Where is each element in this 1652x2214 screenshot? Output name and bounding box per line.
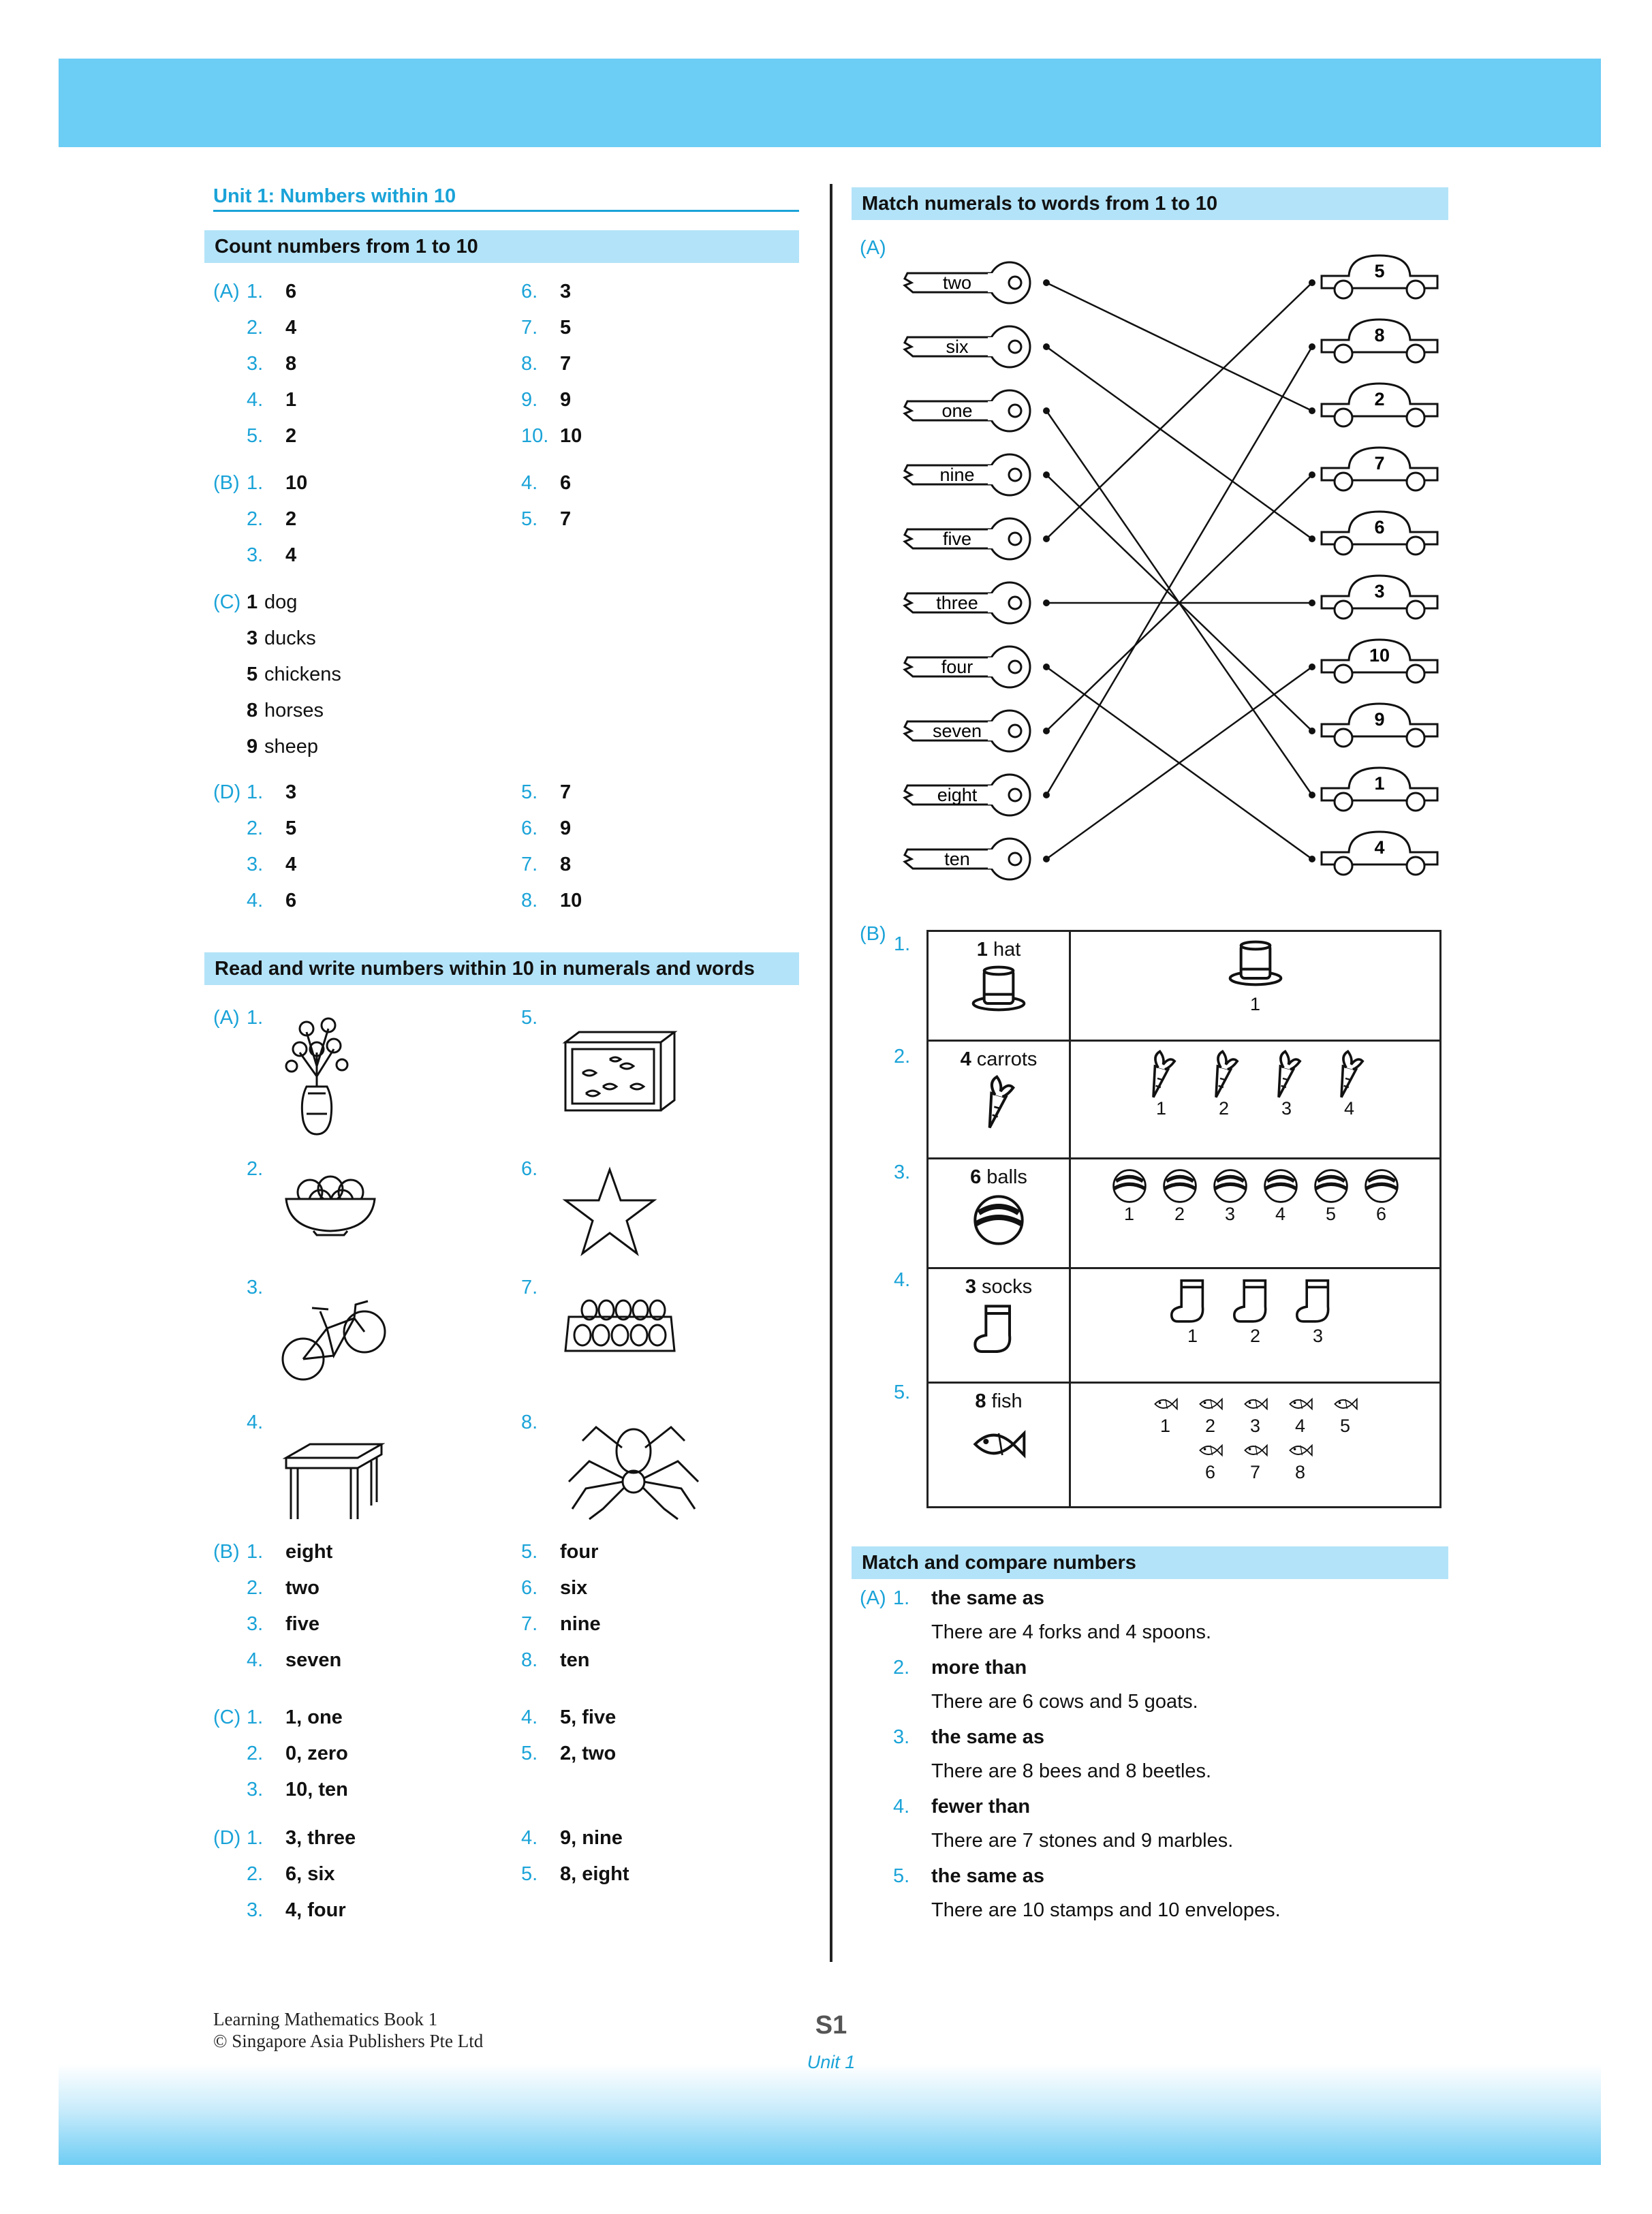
- counted-item: [1212, 1168, 1249, 1223]
- bicycle-icon: [279, 1281, 388, 1390]
- item-number: 4.: [247, 890, 264, 911]
- compare-answer: the same as: [931, 1865, 1045, 1887]
- part-label: (B): [213, 1541, 240, 1563]
- item-number: 6.: [521, 1158, 538, 1180]
- counted-item: [1195, 1438, 1226, 1482]
- match-line: [1046, 283, 1312, 539]
- section-heading-compare: Match and compare numbers: [852, 1546, 1448, 1579]
- car-number-label: 4: [1374, 837, 1385, 858]
- item-number: 2.: [247, 817, 264, 839]
- item-number: 9.: [521, 389, 538, 411]
- answer-value: 6: [560, 472, 572, 494]
- item-number: 1.: [893, 1587, 910, 1609]
- part-label: (A): [860, 237, 886, 259]
- answer-value: 3, three: [285, 1827, 356, 1849]
- answer-value: 2, two: [560, 1743, 617, 1764]
- item-number: 3.: [247, 1779, 264, 1800]
- counted-item: [1262, 1050, 1311, 1118]
- count-label: [929, 1390, 1069, 1413]
- copyright-text: © Singapore Asia Publishers Pte Ltd: [213, 2031, 484, 2051]
- answer-word: dog: [264, 591, 298, 613]
- key-word-label: five: [942, 529, 972, 549]
- item-number: 5.: [247, 425, 264, 447]
- counted-item: [1325, 1050, 1374, 1118]
- count-cell: [928, 931, 1070, 1041]
- counting-row: [928, 931, 1441, 1041]
- count-index: 3: [1312, 1326, 1324, 1346]
- compare-answer: more than: [931, 1657, 1027, 1679]
- counting-row: [928, 1041, 1441, 1159]
- count-word: fish: [991, 1390, 1023, 1412]
- car-number-label: 5: [1374, 261, 1385, 281]
- answer-value: 10: [560, 890, 582, 911]
- item-number: 5.: [521, 781, 538, 803]
- answer-value: eight: [285, 1541, 333, 1563]
- answer-value: 6: [285, 890, 297, 911]
- counted-item: [1200, 1050, 1249, 1118]
- item-number: 6.: [521, 817, 538, 839]
- count-label: [929, 939, 1069, 961]
- count-index: 4: [1294, 1416, 1306, 1436]
- key-word-label: one: [941, 401, 973, 421]
- item-number: 4.: [893, 1796, 910, 1818]
- item-number: 1.: [247, 781, 264, 803]
- answer-value: 5, five: [560, 1706, 617, 1728]
- item-number: 6.: [521, 281, 538, 302]
- sock-icon: [1168, 1277, 1217, 1326]
- item-number: 2.: [247, 508, 264, 530]
- counted-item: [1240, 1392, 1271, 1435]
- car-number-label: 7: [1374, 453, 1385, 473]
- answer-value: ten: [560, 1649, 590, 1671]
- answer-value: four: [560, 1541, 599, 1563]
- count-index: 5: [1339, 1416, 1351, 1436]
- counted-item: [1240, 1438, 1271, 1482]
- column-divider: [830, 184, 832, 1962]
- part-label: (A): [213, 281, 240, 302]
- item-number: 2.: [247, 1577, 264, 1599]
- page-number: S1: [815, 2011, 847, 2040]
- item-number: 8.: [521, 1412, 538, 1433]
- fruit-bowl-icon: [279, 1168, 381, 1236]
- count-index: 1: [1187, 1326, 1198, 1346]
- car-number-label: 10: [1369, 645, 1390, 666]
- item-number: 1.: [247, 1541, 264, 1563]
- count-word: carrots: [976, 1048, 1038, 1070]
- unit-label: Unit 1: [807, 2052, 856, 2072]
- count-index: 6: [1204, 1462, 1216, 1482]
- part-label: (B): [213, 472, 240, 494]
- fish-icon: [1195, 1438, 1226, 1463]
- item-number: 1.: [247, 1706, 264, 1728]
- counting-row: [928, 1268, 1441, 1383]
- count-index: 2: [1249, 1326, 1261, 1346]
- answer-value: 3: [560, 281, 572, 302]
- count-index: 4: [1275, 1204, 1286, 1224]
- top-color-band: [59, 59, 1601, 147]
- answer-value: 8, eight: [560, 1863, 629, 1885]
- counted-item: [1285, 1438, 1316, 1482]
- ball-icon: [1212, 1168, 1249, 1204]
- car-number-label: 1: [1374, 773, 1385, 794]
- item-number: 7.: [521, 854, 538, 875]
- answer-value: 7: [560, 781, 572, 803]
- answer-value: 7: [560, 508, 572, 530]
- car-number-label: 6: [1374, 517, 1385, 537]
- answer-value: 4: [285, 854, 297, 875]
- item-number: 5.: [521, 508, 538, 530]
- ball-icon: [971, 1193, 1026, 1247]
- answer-value: 0, zero: [285, 1743, 348, 1764]
- section-heading-count: Count numbers from 1 to 10: [204, 230, 799, 263]
- counted-item: [1231, 1277, 1280, 1345]
- answer-number: 9: [247, 736, 258, 758]
- count-drawing-cell: [1070, 1383, 1441, 1508]
- section-heading-match-words: Match numerals to words from 1 to 10: [852, 187, 1448, 220]
- item-number: 8.: [521, 890, 538, 911]
- answer-word: ducks: [264, 627, 316, 649]
- counted-item: [1363, 1168, 1400, 1223]
- spider-icon: [562, 1414, 705, 1523]
- compare-sentence: There are 6 cows and 5 goats.: [931, 1691, 1198, 1713]
- count-cell: [928, 1383, 1070, 1508]
- count-word: socks: [982, 1276, 1033, 1298]
- count-index: 6: [1375, 1204, 1387, 1224]
- answer-value: 2: [285, 425, 297, 447]
- count-cell: [928, 1268, 1070, 1383]
- flower-vase-icon: [279, 1012, 354, 1138]
- count-label: [929, 1166, 1069, 1189]
- compare-sentence: There are 10 stamps and 10 envelopes.: [931, 1899, 1281, 1921]
- item-number: 3.: [247, 353, 264, 375]
- counted-item: [1195, 1392, 1226, 1435]
- fish-icon: [971, 1417, 1026, 1471]
- count-index: 1: [1249, 994, 1261, 1014]
- fish-icon: [1240, 1438, 1271, 1463]
- count-number: 1: [976, 939, 988, 961]
- item-number: 3.: [893, 1726, 910, 1748]
- fish-icon: [1195, 1392, 1226, 1416]
- answer-value: 3: [285, 781, 297, 803]
- item-number: 7.: [521, 1277, 538, 1298]
- row-number: 4.: [894, 1269, 911, 1291]
- counted-item: [1162, 1168, 1198, 1223]
- carrot-icon: [1200, 1050, 1249, 1099]
- count-index: 3: [1224, 1204, 1236, 1224]
- car-number-label: 3: [1374, 581, 1385, 602]
- counting-table-grid: [926, 930, 1441, 1508]
- ball-icon: [1162, 1168, 1198, 1204]
- compare-answer: the same as: [931, 1726, 1045, 1748]
- fish-icon: [1150, 1392, 1181, 1416]
- item-number: 5.: [521, 1007, 538, 1029]
- match-line: [1046, 347, 1312, 539]
- part-label: (B): [860, 923, 886, 945]
- count-index: 5: [1325, 1204, 1337, 1224]
- fish-icon: [1285, 1392, 1316, 1416]
- answer-number: 8: [247, 700, 258, 721]
- answer-value: 4, four: [285, 1899, 346, 1921]
- compare-sentence: There are 7 stones and 9 marbles.: [931, 1830, 1234, 1852]
- count-index: 1: [1123, 1204, 1135, 1224]
- item-number: 3.: [247, 1277, 264, 1298]
- key-word-label: ten: [944, 849, 970, 869]
- item-number: 10.: [521, 425, 549, 447]
- unit-title: Unit 1: Numbers within 10: [213, 185, 799, 212]
- key-car-matching-diagram: [899, 252, 1444, 886]
- answer-value: two: [285, 1577, 320, 1599]
- item-number: 7.: [521, 1613, 538, 1635]
- fish-icon: [1330, 1392, 1361, 1416]
- counted-item: [1262, 1168, 1299, 1223]
- answer-value: 6: [285, 281, 297, 302]
- compare-answer: the same as: [931, 1587, 1045, 1609]
- part-label: (C): [213, 1706, 241, 1728]
- part-label: (A): [213, 1007, 240, 1029]
- count-label: [929, 1048, 1069, 1071]
- count-drawing-cell: [1070, 1159, 1441, 1268]
- answer-number: 3: [247, 627, 258, 649]
- answer-value: 9, nine: [560, 1827, 623, 1849]
- count-drawing-cell: [1070, 931, 1441, 1041]
- carrot-icon: [971, 1075, 1026, 1129]
- answer-value: 4: [285, 544, 297, 566]
- count-cell: [928, 1159, 1070, 1268]
- item-number: 3.: [247, 1899, 264, 1921]
- item-number: 4.: [521, 1706, 538, 1728]
- counted-item: [1285, 1392, 1316, 1435]
- item-number: 5.: [521, 1863, 538, 1885]
- fish-icon: [1240, 1392, 1271, 1416]
- bottom-color-band: [59, 2064, 1601, 2165]
- item-number: 4.: [521, 1827, 538, 1849]
- count-number: 3: [965, 1276, 976, 1298]
- count-index: 7: [1249, 1462, 1261, 1482]
- count-word: hat: [993, 939, 1021, 961]
- part-label: (D): [213, 1827, 241, 1849]
- egg-carton-icon: [562, 1293, 678, 1361]
- compare-sentence: There are 4 forks and 4 spoons.: [931, 1621, 1212, 1643]
- item-number: 4.: [521, 472, 538, 494]
- count-index: 2: [1218, 1098, 1230, 1119]
- item-number: 1.: [247, 281, 264, 302]
- row-number: 1.: [894, 933, 911, 955]
- answer-value: nine: [560, 1613, 601, 1635]
- count-number: 4: [960, 1048, 971, 1070]
- item-number: 1.: [247, 1007, 264, 1029]
- key-word-label: two: [942, 272, 972, 293]
- item-number: 1.: [247, 472, 264, 494]
- count-index: 8: [1294, 1462, 1306, 1482]
- counting-row: [928, 1159, 1441, 1268]
- answer-word: chickens: [264, 664, 341, 685]
- answer-value: 8: [560, 854, 572, 875]
- item-number: 3.: [247, 854, 264, 875]
- counted-item: [1330, 1392, 1361, 1435]
- counted-item: [1111, 1168, 1148, 1223]
- key-word-label: nine: [939, 465, 975, 485]
- ball-icon: [1262, 1168, 1299, 1204]
- footer-publisher: [213, 2008, 483, 2052]
- counted-item: [1228, 940, 1283, 1014]
- hat-icon: [971, 965, 1026, 1020]
- row-number: 5.: [894, 1382, 911, 1403]
- book-title: Learning Mathematics Book 1: [213, 2009, 438, 2029]
- item-number: 8.: [521, 353, 538, 375]
- count-index: 3: [1281, 1098, 1292, 1119]
- count-drawing-cell: [1070, 1041, 1441, 1159]
- row-number: 3.: [894, 1161, 911, 1183]
- answer-value: 7: [560, 353, 572, 375]
- car-number-label: 9: [1374, 709, 1385, 730]
- key-word-label: seven: [932, 721, 982, 741]
- counted-item: [1168, 1277, 1217, 1345]
- count-index: 4: [1343, 1098, 1355, 1119]
- answer-value: 8: [285, 353, 297, 375]
- answer-value: 5: [560, 317, 572, 339]
- section-heading-read-write: Read and write numbers within 10 in numerals and words: [204, 952, 799, 985]
- answer-value: 4: [285, 317, 297, 339]
- answer-number: 1: [247, 591, 258, 613]
- answer-value: 9: [560, 817, 572, 839]
- answer-value: seven: [285, 1649, 342, 1671]
- count-label: [929, 1276, 1069, 1298]
- answer-value: 10: [285, 472, 308, 494]
- sock-icon: [1231, 1277, 1280, 1326]
- counted-item: [1294, 1277, 1343, 1345]
- item-number: 3.: [247, 544, 264, 566]
- answer-value: 2: [285, 508, 297, 530]
- part-label: (A): [860, 1587, 886, 1609]
- answer-word: horses: [264, 700, 324, 721]
- item-number: 1.: [247, 1827, 264, 1849]
- item-number: 5.: [521, 1541, 538, 1563]
- answer-value: 10, ten: [285, 1779, 348, 1800]
- match-line: [1046, 283, 1312, 411]
- item-number: 2.: [247, 317, 264, 339]
- item-number: 7.: [521, 317, 538, 339]
- item-number: 3.: [247, 1613, 264, 1635]
- answer-value: 1, one: [285, 1706, 343, 1728]
- row-number: 2.: [894, 1046, 911, 1067]
- match-line: [1046, 347, 1312, 795]
- carrot-icon: [1137, 1050, 1186, 1099]
- car-number-label: 2: [1374, 389, 1385, 409]
- answer-word: sheep: [264, 736, 319, 758]
- table-icon: [283, 1441, 385, 1523]
- part-label: (D): [213, 781, 241, 803]
- answer-value: 6, six: [285, 1863, 335, 1885]
- item-number: 4.: [247, 1412, 264, 1433]
- item-number: 2.: [893, 1657, 910, 1679]
- key-word-label: four: [941, 657, 973, 677]
- fish-tank-icon: [562, 1022, 678, 1114]
- sock-icon: [971, 1303, 1026, 1357]
- answer-value: 1: [285, 389, 297, 411]
- counted-item: [1150, 1392, 1181, 1435]
- ball-icon: [1363, 1168, 1400, 1204]
- compare-sentence: There are 8 bees and 8 beetles.: [931, 1760, 1212, 1782]
- key-word-label: six: [946, 337, 969, 357]
- fish-icon: [1285, 1438, 1316, 1463]
- compare-answer: fewer than: [931, 1796, 1031, 1818]
- answer-value: five: [285, 1613, 320, 1635]
- answer-value: 5: [285, 817, 297, 839]
- item-number: 2.: [247, 1863, 264, 1885]
- count-drawing-cell: [1070, 1268, 1441, 1383]
- count-number: 6: [970, 1166, 982, 1188]
- count-index: 1: [1155, 1098, 1167, 1119]
- carrot-icon: [1325, 1050, 1374, 1099]
- ball-icon: [1111, 1168, 1148, 1204]
- counted-item: [1313, 1168, 1350, 1223]
- item-number: 2.: [247, 1158, 264, 1180]
- hat-icon: [1228, 940, 1283, 995]
- answer-number: 5: [247, 664, 258, 685]
- count-index: 1: [1159, 1416, 1171, 1436]
- part-label: (C): [213, 591, 241, 613]
- key-word-label: three: [936, 593, 978, 613]
- item-number: 2.: [247, 1743, 264, 1764]
- count-index: 2: [1174, 1204, 1185, 1224]
- count-number: 8: [975, 1390, 986, 1412]
- item-number: 4.: [247, 389, 264, 411]
- count-word: balls: [986, 1166, 1027, 1188]
- count-index: 2: [1204, 1416, 1216, 1436]
- counted-item: [1137, 1050, 1186, 1118]
- counting-row: [928, 1383, 1441, 1508]
- sock-icon: [1294, 1277, 1343, 1326]
- count-cell: [928, 1041, 1070, 1159]
- star-icon: [562, 1166, 657, 1258]
- item-number: 5.: [893, 1865, 910, 1887]
- item-number: 6.: [521, 1577, 538, 1599]
- answer-value: six: [560, 1577, 588, 1599]
- carrot-icon: [1262, 1050, 1311, 1099]
- item-number: 5.: [521, 1743, 538, 1764]
- answer-value: 9: [560, 389, 572, 411]
- item-number: 4.: [247, 1649, 264, 1671]
- ball-icon: [1313, 1168, 1350, 1204]
- count-index: 3: [1249, 1416, 1261, 1436]
- key-word-label: eight: [937, 785, 978, 805]
- item-number: 8.: [521, 1649, 538, 1671]
- car-number-label: 8: [1374, 325, 1385, 345]
- answer-value: 10: [560, 425, 582, 447]
